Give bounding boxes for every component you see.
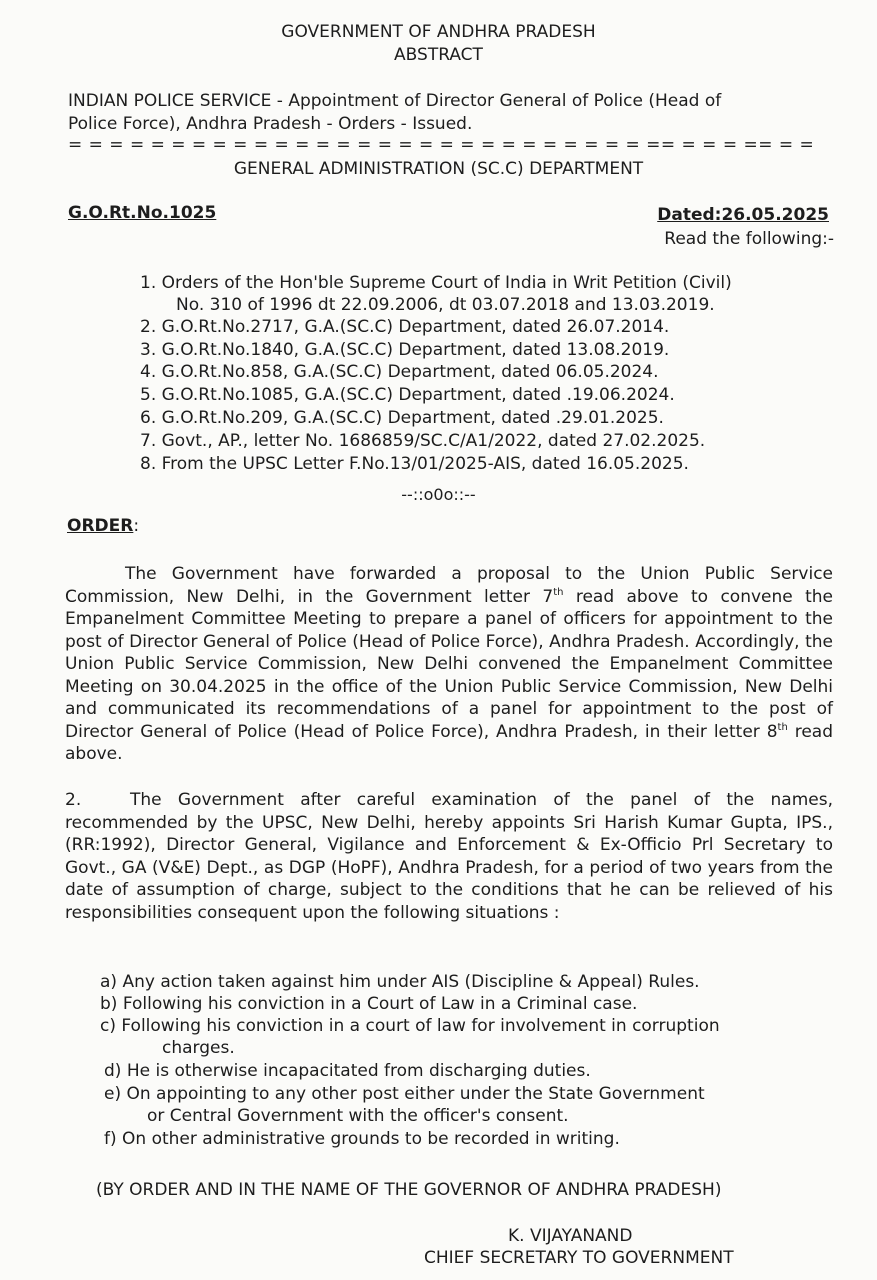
reference-item-7: 7. Govt., AP., letter No. 1686859/SC.C/A1/2022, dated 27.02.2025.	[140, 431, 706, 451]
signatory-name: K. VIJAYANAND	[508, 1226, 633, 1246]
by-order-line: (BY ORDER AND IN THE NAME OF THE GOVERNOR OF ANDHRA PRADESH)	[96, 1180, 722, 1200]
dated: Dated:26.05.2025	[657, 205, 829, 225]
reference-item-1-line-2: No. 310 of 1996 dt 22.09.2006, dt 03.07.2018 and 13.03.2019.	[176, 295, 715, 315]
abstract-heading: ABSTRACT	[394, 45, 483, 65]
order-paragraph-2-text	[65, 789, 833, 924]
reference-item-1-line-1: 1. Orders of the Hon'ble Supreme Court of India in Writ Petition (Civil)	[140, 273, 732, 293]
condition-b: b) Following his conviction in a Court of Law in a Criminal case.	[100, 994, 638, 1014]
reference-item-4: 4. G.O.Rt.No.858, G.A.(SC.C) Department, dated 06.05.2024.	[140, 362, 659, 382]
reference-item-3: 3. G.O.Rt.No.1840, G.A.(SC.C) Department, dated 13.08.2019.	[140, 340, 670, 360]
reference-item-8: 8. From the UPSC Letter F.No.13/01/2025-AIS, dated 16.05.2025.	[140, 454, 689, 474]
para1-part-a: The Government have forwarded a proposal to the Union Public Service Commission, New Delhi, in the Government letter 7	[65, 564, 833, 607]
subject-line-1: INDIAN POLICE SERVICE - Appointment of Director General of Police (Head of	[68, 91, 722, 111]
condition-a: a) Any action taken against him under AIS (Discipline & Appeal) Rules.	[100, 972, 700, 992]
government-heading: GOVERNMENT OF ANDHRA PRADESH	[281, 22, 596, 42]
order-paragraph-2	[65, 789, 833, 924]
para2-body: The Government after careful examination of the panel of the names, recommended by the UPSC, New Delhi, hereby appoints Sri Harish Kumar Gupta, IPS., (RR:1992), Director General, Vigilance and Enforcement & Ex-Officio Prl Secretary to Govt., GA (V&E) Dept., as DGP (HoPF), Andhra Pradesh, for a period of two years from the date of assumption of charge, subject to the conditions that he can be relieved of his responsibilities consequent upon the following situations :	[65, 790, 833, 923]
condition-e-line-2: or Central Government with the officer's consent.	[147, 1106, 569, 1126]
condition-e-line-1: e) On appointing to any other post either under the State Government	[104, 1084, 705, 1104]
condition-d: d) He is otherwise incapacitated from discharging duties.	[104, 1061, 591, 1081]
ornament-divider: --::o0o::--	[401, 485, 476, 504]
condition-c-line-2: charges.	[162, 1038, 235, 1058]
order-heading: ORDER	[67, 516, 134, 536]
para1-superscript-1: th	[553, 586, 564, 598]
signatory-title: CHIEF SECRETARY TO GOVERNMENT	[424, 1248, 734, 1268]
subject-line-2: Police Force), Andhra Pradesh - Orders - Issued.	[68, 114, 473, 134]
order-paragraph-1-text	[65, 563, 833, 766]
order-heading-wrap	[67, 516, 139, 536]
para1-superscript-2: th	[777, 721, 788, 733]
separator-line: = = = = = = = = = = = = = = = = = = = = = = = = = = = = == = = = == = =	[68, 135, 815, 155]
condition-f: f) On other administrative grounds to be recorded in writing.	[104, 1129, 620, 1149]
read-following: Read the following:-	[664, 229, 834, 249]
order-heading-colon: :	[133, 516, 140, 536]
reference-item-2: 2. G.O.Rt.No.2717, G.A.(SC.C) Department, dated 26.07.2014.	[140, 317, 670, 337]
para1-part-b: read above to convene the Empanelment Committee Meeting to prepare a panel of officers for appointment to the post of Director General of Police (Head of Police Force), Andhra Pradesh. Accordingly, the Union Public Service Commission, New Delhi convened the Empanelment Committee Meeting on 30.04.2025 in the office of the Union Public Service Commission, New Delhi and communicated its recommendations of a panel for appointment to the post of Director General of Police (Head of Police Force), Andhra Pradesh, in their letter 8	[65, 586, 833, 742]
go-number: G.O.Rt.No.1025	[68, 203, 217, 223]
reference-item-5: 5. G.O.Rt.No.1085, G.A.(SC.C) Department, dated .19.06.2024.	[140, 385, 675, 405]
condition-c-line-1: c) Following his conviction in a court of law for involvement in corruption	[100, 1016, 720, 1036]
reference-item-6: 6. G.O.Rt.No.209, G.A.(SC.C) Department, dated .29.01.2025.	[140, 408, 664, 428]
para1-part-c: read above.	[65, 721, 833, 764]
department-heading: GENERAL ADMINISTRATION (SC.C) DEPARTMENT	[233, 159, 644, 179]
order-paragraph-1	[65, 563, 833, 766]
para2-number: 2.	[65, 790, 82, 810]
